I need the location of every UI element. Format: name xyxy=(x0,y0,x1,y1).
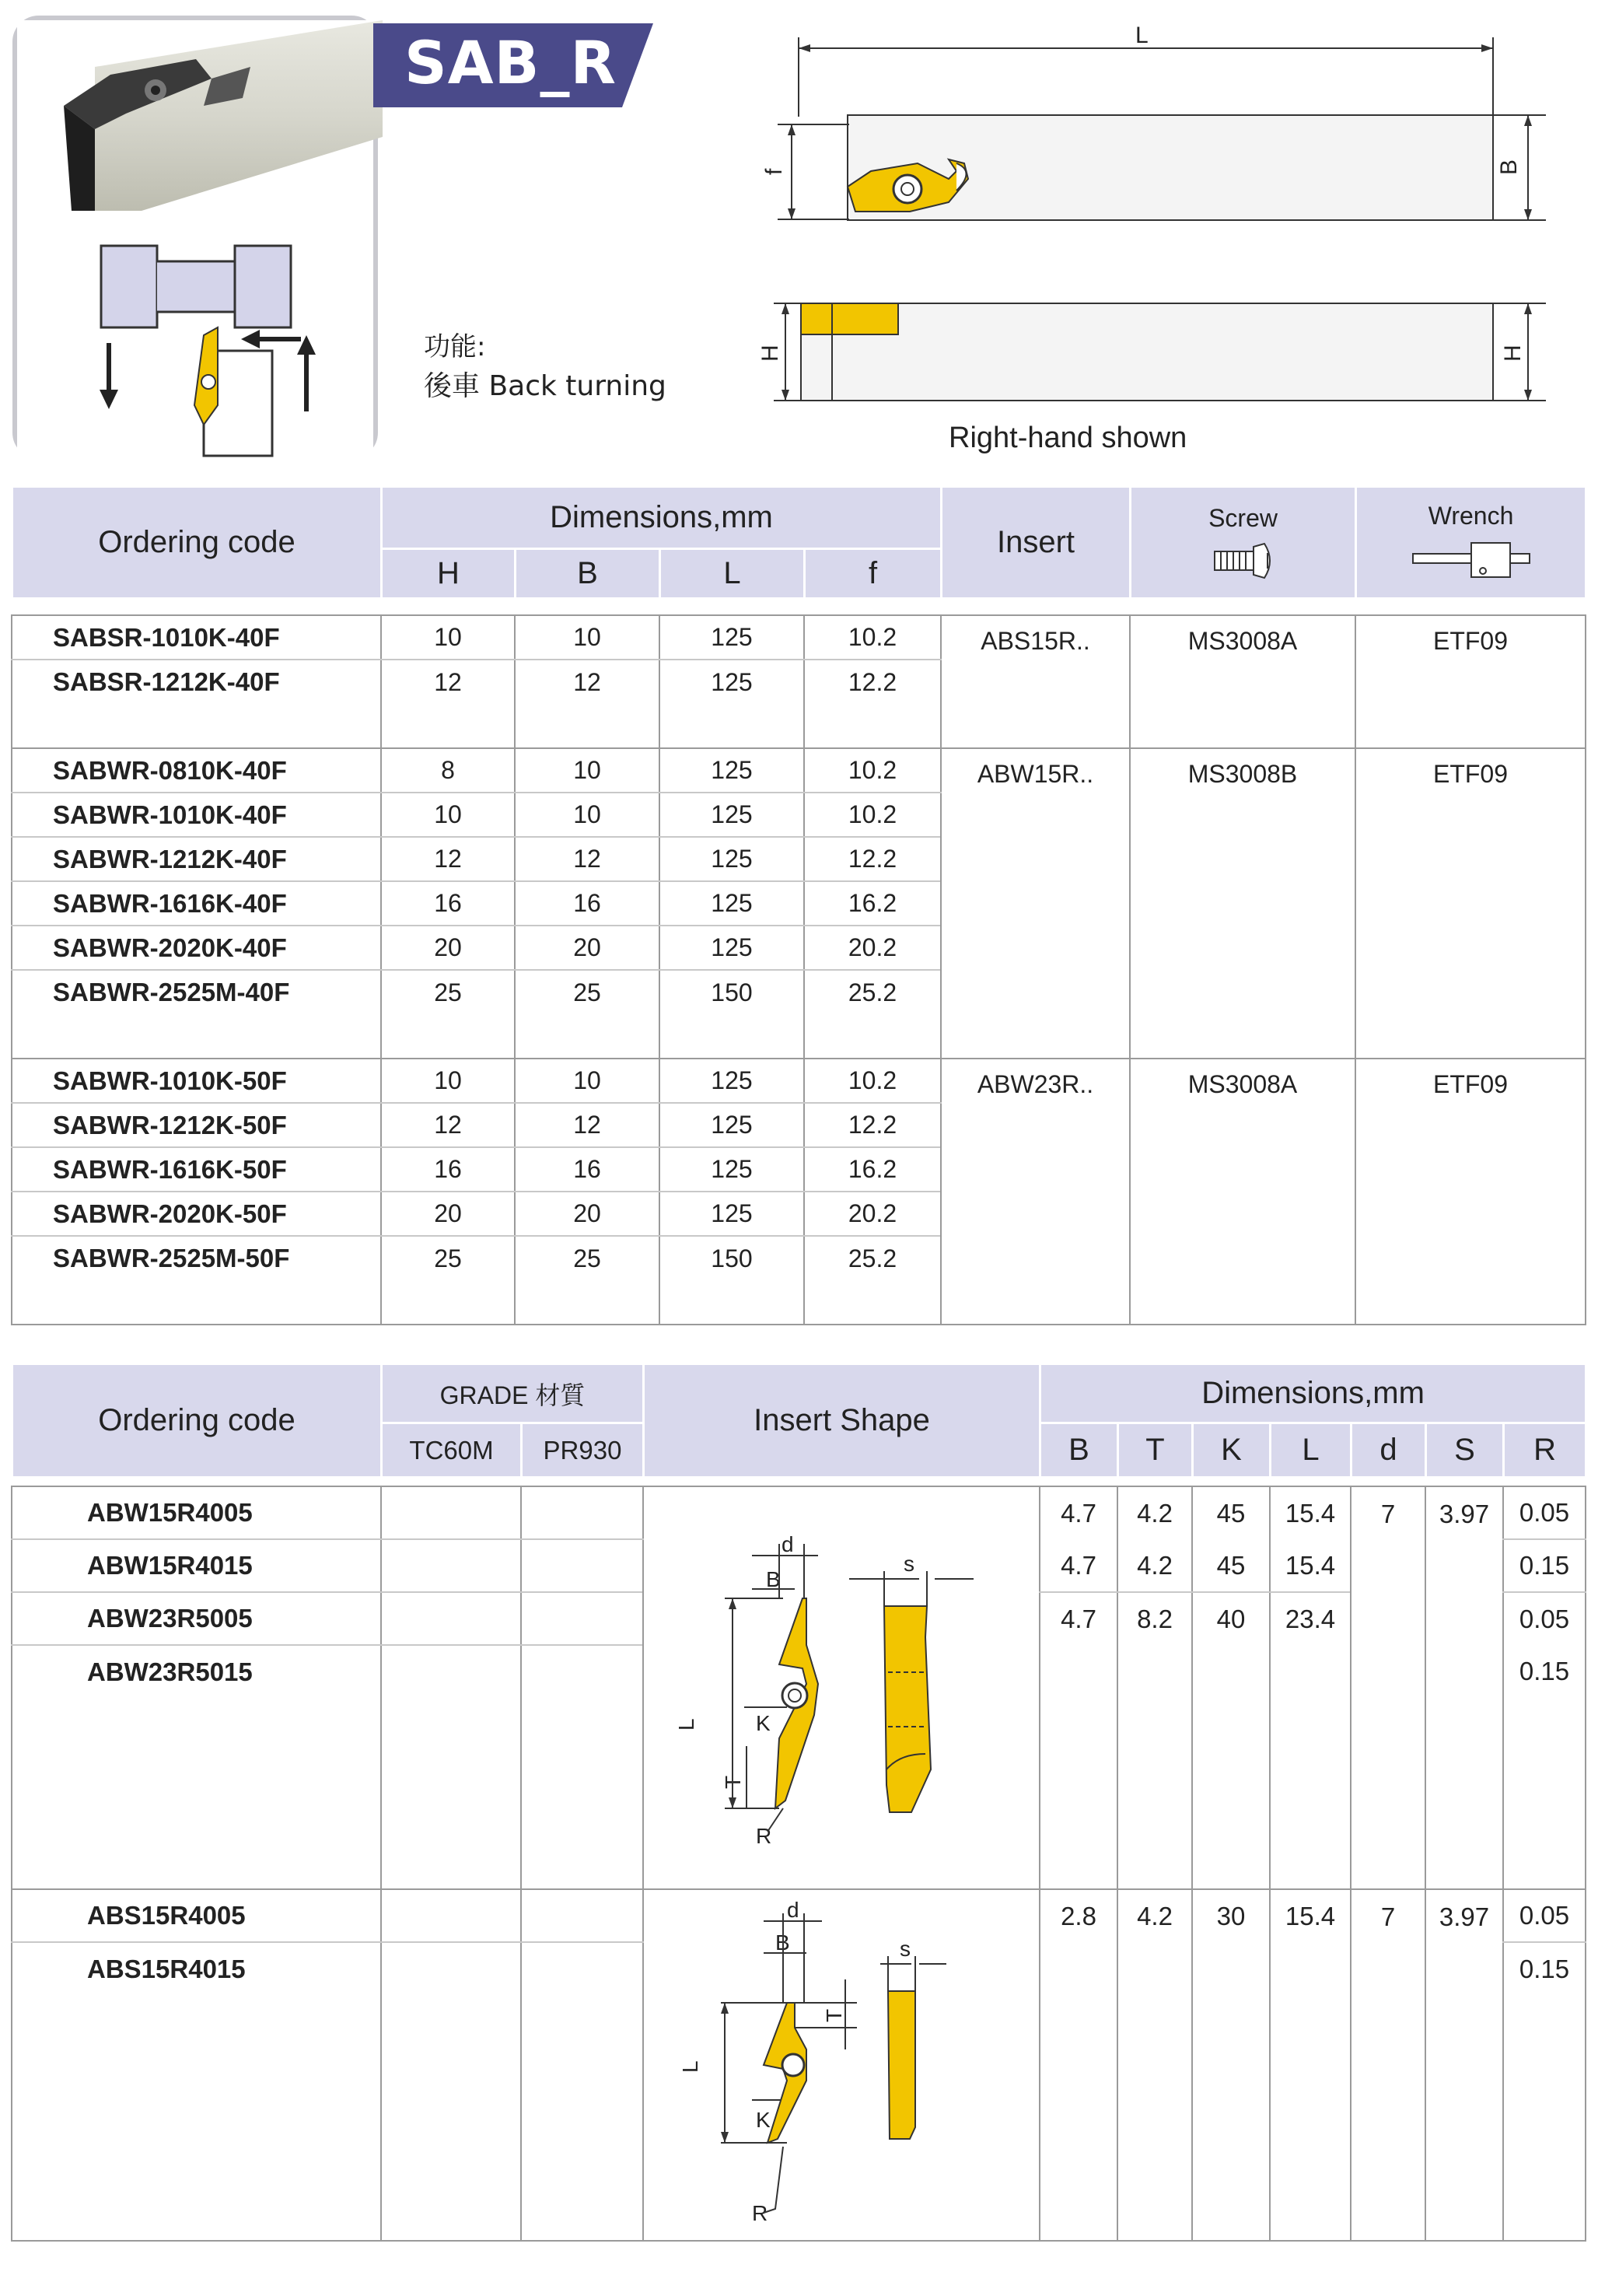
col-grade-pr930: PR930 xyxy=(522,1423,644,1478)
dim-L: 125 xyxy=(659,881,804,926)
dim-L: 125 xyxy=(659,793,804,837)
grade-tc60m-cell xyxy=(381,1486,521,1539)
dim-f: 20.2 xyxy=(804,926,941,970)
table-row xyxy=(12,615,1586,660)
dim-L: 150 xyxy=(659,970,804,1014)
grade-tc60m-cell xyxy=(381,1889,521,1942)
dim-B: 10 xyxy=(515,1059,659,1103)
page-title: SAB_R xyxy=(404,28,617,97)
dim-L: 15.4 xyxy=(1270,1889,1351,1942)
dim-K: 45 xyxy=(1192,1539,1270,1592)
ordering-code: SABWR-2525M-50F xyxy=(12,1236,381,1280)
grade-tc60m-cell xyxy=(381,1539,521,1592)
dim-H: 16 xyxy=(381,1147,515,1192)
dim-L: 125 xyxy=(659,660,804,704)
ordering-code: ABW23R5005 xyxy=(12,1592,381,1645)
dim-L: 125 xyxy=(659,1192,804,1236)
insert-value: ABS15R.. xyxy=(941,615,1130,748)
table-row xyxy=(12,1486,1586,1539)
dim-H-right-label: H xyxy=(1500,345,1526,362)
insert-shape-abw xyxy=(643,1486,1040,1889)
dim-f: 10.2 xyxy=(804,615,941,660)
shape-label-R: R xyxy=(752,2201,768,2225)
ordering-code: SABWR-2020K-50F xyxy=(12,1192,381,1236)
dim-B: 10 xyxy=(515,793,659,837)
shape-label-s: s xyxy=(900,1937,911,1961)
dim-L-empty xyxy=(1270,1942,1351,2241)
holder-table-header xyxy=(11,485,1587,600)
col-grade: GRADE 材質 xyxy=(382,1364,644,1423)
shape-label-s: s xyxy=(904,1552,914,1576)
insert-value: ABW23R.. xyxy=(941,1059,1130,1325)
ordering-code: ABW23R5015 xyxy=(12,1645,381,1698)
dim-H-left-label: H xyxy=(757,345,783,362)
shape-label-R: R xyxy=(756,1824,772,1848)
dim-f: 25.2 xyxy=(804,1236,941,1280)
shape-label-T: T xyxy=(721,1775,745,1789)
dim-B-label: B xyxy=(1496,159,1522,175)
col-S: S xyxy=(1426,1423,1504,1478)
dim-K-empty xyxy=(1192,1645,1270,1889)
dim-K: 45 xyxy=(1192,1486,1270,1539)
col-d: d xyxy=(1351,1423,1426,1478)
dim-T: 4.2 xyxy=(1117,1889,1192,1942)
dim-L: 125 xyxy=(659,1147,804,1192)
insert-table-body xyxy=(11,1486,1586,2242)
col-insert-shape: Insert Shape xyxy=(644,1364,1040,1478)
col-f: f xyxy=(805,549,942,599)
screw-icon xyxy=(1208,539,1278,582)
dim-L-label: L xyxy=(1135,23,1149,48)
ordering-code: SABSR-1010K-40F xyxy=(12,615,381,660)
dim-f: 10.2 xyxy=(804,793,941,837)
shape-label-d: d xyxy=(787,1898,799,1922)
ordering-code: SABWR-1010K-50F xyxy=(12,1059,381,1103)
col-ordering-code: Ordering code xyxy=(12,1364,382,1478)
dim-L: 15.4 xyxy=(1270,1486,1351,1539)
tool-holder-drawing xyxy=(715,8,1555,443)
dim-H: 8 xyxy=(381,748,515,793)
wrench-value: ETF09 xyxy=(1355,1059,1586,1325)
shape-label-L: L xyxy=(678,2060,702,2073)
dim-L: 15.4 xyxy=(1270,1539,1351,1592)
dim-H: 12 xyxy=(381,837,515,881)
ordering-code: ABW15R4005 xyxy=(12,1486,381,1539)
grade-pr930-cell xyxy=(521,1889,643,1942)
col-L: L xyxy=(1271,1423,1351,1478)
col-wrench-label: Wrench xyxy=(1428,502,1514,530)
dim-d: 7 xyxy=(1351,1486,1425,1889)
dim-B: 12 xyxy=(515,660,659,704)
dim-L: 125 xyxy=(659,1103,804,1147)
dim-H: 20 xyxy=(381,926,515,970)
col-ordering-code: Ordering code xyxy=(12,487,382,599)
shape-label-d: d xyxy=(782,1532,794,1556)
dim-K-empty xyxy=(1192,1942,1270,2241)
dim-B: 10 xyxy=(515,615,659,660)
dim-B: 16 xyxy=(515,1147,659,1192)
dim-H: 12 xyxy=(381,660,515,704)
ordering-code: SABWR-2525M-40F xyxy=(12,970,381,1014)
function-value: 後車 Back turning xyxy=(424,370,666,402)
insert-value: ABW15R.. xyxy=(941,748,1130,1059)
dim-H: 20 xyxy=(381,1192,515,1236)
dim-K: 30 xyxy=(1192,1889,1270,1942)
dim-R: 0.15 xyxy=(1503,1942,1586,1995)
grade-pr930-cell xyxy=(521,1645,643,1698)
dim-R: 0.05 xyxy=(1503,1486,1586,1539)
dim-H: 25 xyxy=(381,1236,515,1280)
dim-B: 4.7 xyxy=(1040,1486,1117,1539)
dim-B: 12 xyxy=(515,1103,659,1147)
ordering-code: SABWR-1212K-40F xyxy=(12,837,381,881)
holder-table-body xyxy=(11,614,1586,1325)
dim-L: 125 xyxy=(659,1059,804,1103)
col-screw-label: Screw xyxy=(1208,503,1278,532)
dim-B: 20 xyxy=(515,1192,659,1236)
dim-B: 25 xyxy=(515,970,659,1014)
insert-shape-abs xyxy=(643,1889,1040,2241)
ordering-code: SABWR-1010K-40F xyxy=(12,793,381,837)
dim-f: 10.2 xyxy=(804,1059,941,1103)
function-label: 功能: xyxy=(424,331,486,362)
dim-T-empty xyxy=(1117,1645,1192,1889)
table-row xyxy=(12,1059,1586,1103)
dim-B-empty xyxy=(1040,1942,1117,2241)
grade-tc60m-cell xyxy=(381,1645,521,1698)
wrench-value: ETF09 xyxy=(1355,615,1586,748)
col-R: R xyxy=(1504,1423,1586,1478)
ordering-code: SABWR-1212K-50F xyxy=(12,1103,381,1147)
grade-pr930-cell xyxy=(521,1486,643,1539)
dim-R: 0.15 xyxy=(1503,1645,1586,1698)
dim-T: 8.2 xyxy=(1117,1592,1192,1645)
dim-H: 12 xyxy=(381,1103,515,1147)
table-row xyxy=(12,748,1586,793)
shape-label-B: B xyxy=(766,1567,781,1591)
dim-f: 16.2 xyxy=(804,881,941,926)
dim-f: 12.2 xyxy=(804,837,941,881)
dim-R: 0.15 xyxy=(1503,1539,1586,1592)
product-photo xyxy=(17,20,373,219)
dim-f: 12.2 xyxy=(804,660,941,704)
shape-label-K: K xyxy=(756,2108,771,2132)
dim-L: 125 xyxy=(659,837,804,881)
col-insert: Insert xyxy=(942,487,1131,599)
col-dimensions: Dimensions,mm xyxy=(1040,1364,1586,1423)
grade-tc60m-cell xyxy=(381,1942,521,1995)
dim-B: 20 xyxy=(515,926,659,970)
col-B: B xyxy=(1040,1423,1118,1478)
col-B: B xyxy=(516,549,660,599)
grade-pr930-cell xyxy=(521,1539,643,1592)
shape-label-B: B xyxy=(775,1930,790,1955)
dim-B: 4.7 xyxy=(1040,1592,1117,1645)
dim-T-empty xyxy=(1117,1942,1192,2241)
ordering-code: SABSR-1212K-40F xyxy=(12,660,381,704)
insert-table-header xyxy=(11,1363,1587,1479)
dim-B: 12 xyxy=(515,837,659,881)
operation-diagram xyxy=(17,219,373,464)
ordering-code: SABWR-0810K-40F xyxy=(12,748,381,793)
dim-R: 0.05 xyxy=(1503,1889,1586,1942)
shape-label-L: L xyxy=(674,1718,698,1731)
dim-S: 3.97 xyxy=(1425,1889,1503,2241)
shape-label-K: K xyxy=(756,1711,771,1735)
col-L: L xyxy=(660,549,805,599)
dim-B: 25 xyxy=(515,1236,659,1280)
dim-f: 12.2 xyxy=(804,1103,941,1147)
dim-T: 4.2 xyxy=(1117,1486,1192,1539)
col-wrench xyxy=(1356,487,1586,599)
dim-R: 0.05 xyxy=(1503,1592,1586,1645)
ordering-code: SABWR-2020K-40F xyxy=(12,926,381,970)
dim-H: 10 xyxy=(381,793,515,837)
dim-L: 125 xyxy=(659,615,804,660)
dim-f-label: f xyxy=(761,168,787,175)
dim-L: 150 xyxy=(659,1236,804,1280)
dim-B-empty xyxy=(1040,1645,1117,1889)
dim-L-empty xyxy=(1270,1645,1351,1889)
ordering-code: SABWR-1616K-40F xyxy=(12,881,381,926)
dim-T: 4.2 xyxy=(1117,1539,1192,1592)
wrench-icon xyxy=(1405,537,1537,583)
col-H: H xyxy=(382,549,516,599)
table-row xyxy=(12,1889,1586,1942)
col-K: K xyxy=(1193,1423,1271,1478)
dim-B: 16 xyxy=(515,881,659,926)
dim-B: 4.7 xyxy=(1040,1539,1117,1592)
abw-insert-drawing xyxy=(674,1521,1005,1855)
grade-pr930-cell xyxy=(521,1592,643,1645)
ordering-code: ABS15R4015 xyxy=(12,1942,381,1995)
col-T: T xyxy=(1118,1423,1193,1478)
dim-H: 10 xyxy=(381,615,515,660)
ordering-code: ABW15R4015 xyxy=(12,1539,381,1592)
dim-B: 2.8 xyxy=(1040,1889,1117,1942)
shape-label-T: T xyxy=(822,2008,846,2022)
dim-d: 7 xyxy=(1351,1889,1425,2241)
screw-value: MS3008A xyxy=(1130,1059,1355,1325)
screw-value: MS3008A xyxy=(1130,615,1355,748)
dim-H: 10 xyxy=(381,1059,515,1103)
ordering-code: SABWR-1616K-50F xyxy=(12,1147,381,1192)
screw-value: MS3008B xyxy=(1130,748,1355,1059)
dim-f: 25.2 xyxy=(804,970,941,1014)
dim-H: 16 xyxy=(381,881,515,926)
dim-B: 10 xyxy=(515,748,659,793)
dim-L: 125 xyxy=(659,926,804,970)
dim-f: 16.2 xyxy=(804,1147,941,1192)
grade-tc60m-cell xyxy=(381,1592,521,1645)
abs-insert-drawing xyxy=(678,1894,1005,2236)
col-screw xyxy=(1131,487,1356,599)
dim-H: 25 xyxy=(381,970,515,1014)
dim-L: 125 xyxy=(659,748,804,793)
ordering-code: ABS15R4005 xyxy=(12,1889,381,1942)
dim-S: 3.97 xyxy=(1425,1486,1503,1889)
col-dimensions: Dimensions,mm xyxy=(382,487,942,549)
product-image-card xyxy=(12,16,378,459)
dim-f: 10.2 xyxy=(804,748,941,793)
dim-L: 23.4 xyxy=(1270,1592,1351,1645)
drawing-caption: Right-hand shown xyxy=(949,422,1187,454)
dim-f: 20.2 xyxy=(804,1192,941,1236)
col-grade-tc60m: TC60M xyxy=(382,1423,522,1478)
dim-K: 40 xyxy=(1192,1592,1270,1645)
grade-pr930-cell xyxy=(521,1942,643,1995)
wrench-value: ETF09 xyxy=(1355,748,1586,1059)
